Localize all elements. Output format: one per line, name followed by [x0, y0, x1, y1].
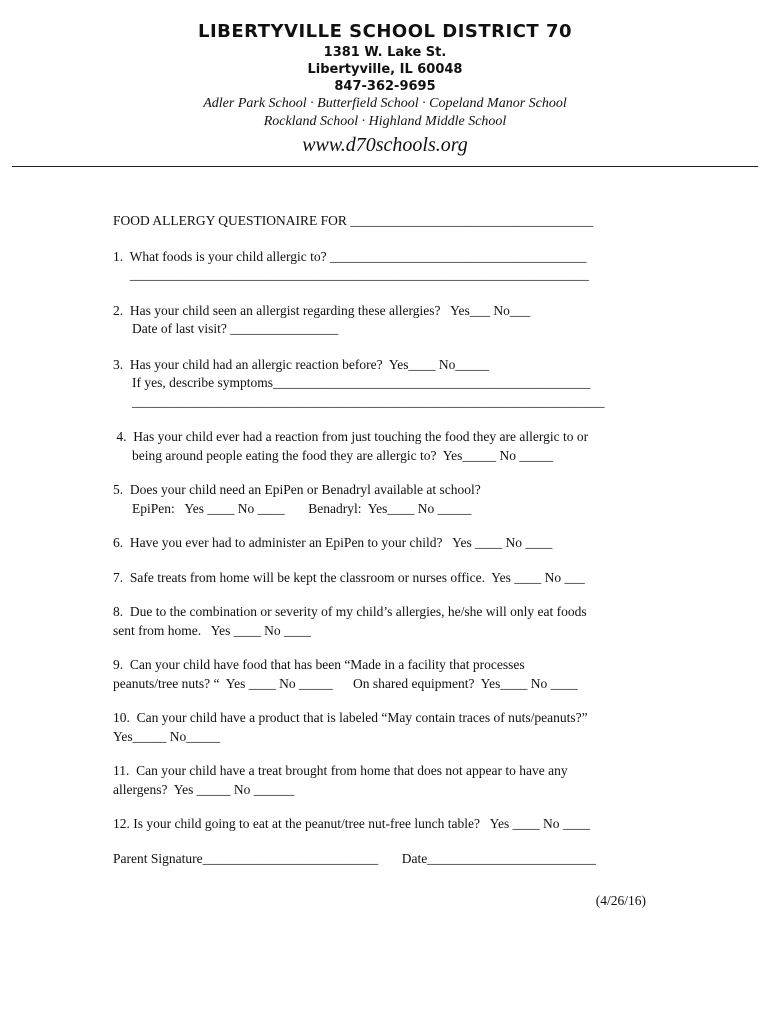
question-11: 11. Can your child have a treat brought from home that does not appear to have any: [113, 763, 568, 778]
question-3[interactable]: 3. Has your child had an allergic reaction before? Yes____ No_____: [113, 356, 490, 372]
website-url: www.d70schools.org: [302, 134, 468, 156]
schools-list-line2: Rockland School · Highland Middle School: [263, 114, 507, 129]
question-4[interactable]: 4. Has your child ever had a reaction from just touching the food they are allergic to or: [113, 429, 589, 444]
question-1-answer-line[interactable]: ____________________________________________________________________: [113, 267, 589, 282]
question-11-continued[interactable]: allergens? Yes _____ No ______: [113, 781, 295, 797]
question-8: 8. Due to the combination or severity of my child’s allergies, he/she will only eat foods: [113, 604, 587, 619]
question-9: 9. Can your child have food that has been “Made in a facility that processes: [113, 657, 525, 672]
question-5-options[interactable]: EpiPen: Yes ____ No ____ Benadryl: Yes____ No _____: [132, 500, 472, 516]
header-divider: [12, 166, 758, 167]
question-1[interactable]: 1. What foods is your child allergic to? ______________________________________: [113, 248, 587, 264]
district-name: LIBERTYVILLE SCHOOL DISTRICT 70: [198, 21, 572, 42]
question-4-continued[interactable]: being around people eating the food they are allergic to? Yes_____ No _____: [132, 447, 554, 463]
city-state-zip: Libertyville, IL 60048: [307, 62, 463, 77]
question-7[interactable]: 7. Safe treats from home will be kept the classroom or nurses office. Yes ____ No ___: [113, 569, 585, 585]
form-title[interactable]: FOOD ALLERGY QUESTIONAIRE FOR ____________________________________: [113, 213, 594, 228]
parent-signature-and-date[interactable]: Parent Signature__________________________ Date_________________________: [113, 850, 596, 866]
question-9-continued[interactable]: peanuts/tree nuts? “ Yes ____ No _____ On shared equipment? Yes____ No ____: [113, 675, 578, 691]
question-8-continued[interactable]: sent from home. Yes ____ No ____: [113, 622, 311, 638]
question-3-symptoms[interactable]: If yes, describe symptoms_______________________________________________: [132, 375, 591, 390]
question-10-continued[interactable]: Yes_____ No_____: [113, 728, 221, 744]
phone-number: 847-362-9695: [334, 79, 436, 94]
revision-date: (4/26/16): [595, 893, 646, 908]
schools-list-line1: Adler Park School · Butterfield School · Copeland Manor School: [203, 96, 567, 111]
question-5: 5. Does your child need an EpiPen or Benadryl available at school?: [113, 482, 481, 497]
question-2[interactable]: 2. Has your child seen an allergist regarding these allergies? Yes___ No___: [113, 302, 531, 318]
question-12[interactable]: 12. Is your child going to eat at the peanut/tree nut-free lunch table? Yes ____ No ____: [113, 816, 590, 831]
question-6[interactable]: 6. Have you ever had to administer an EpiPen to your child? Yes ____ No ____: [113, 535, 553, 550]
question-3-answer-line[interactable]: ______________________________________________________________________: [132, 393, 605, 409]
question-10: 10. Can your child have a product that is labeled “May contain traces of nuts/peanuts?”: [113, 710, 588, 725]
letterhead: [0, 20, 770, 158]
street-address: 1381 W. Lake St.: [323, 45, 447, 60]
questionnaire-form: [113, 212, 658, 868]
question-2-date-last-visit[interactable]: Date of last visit? ________________: [132, 321, 339, 336]
